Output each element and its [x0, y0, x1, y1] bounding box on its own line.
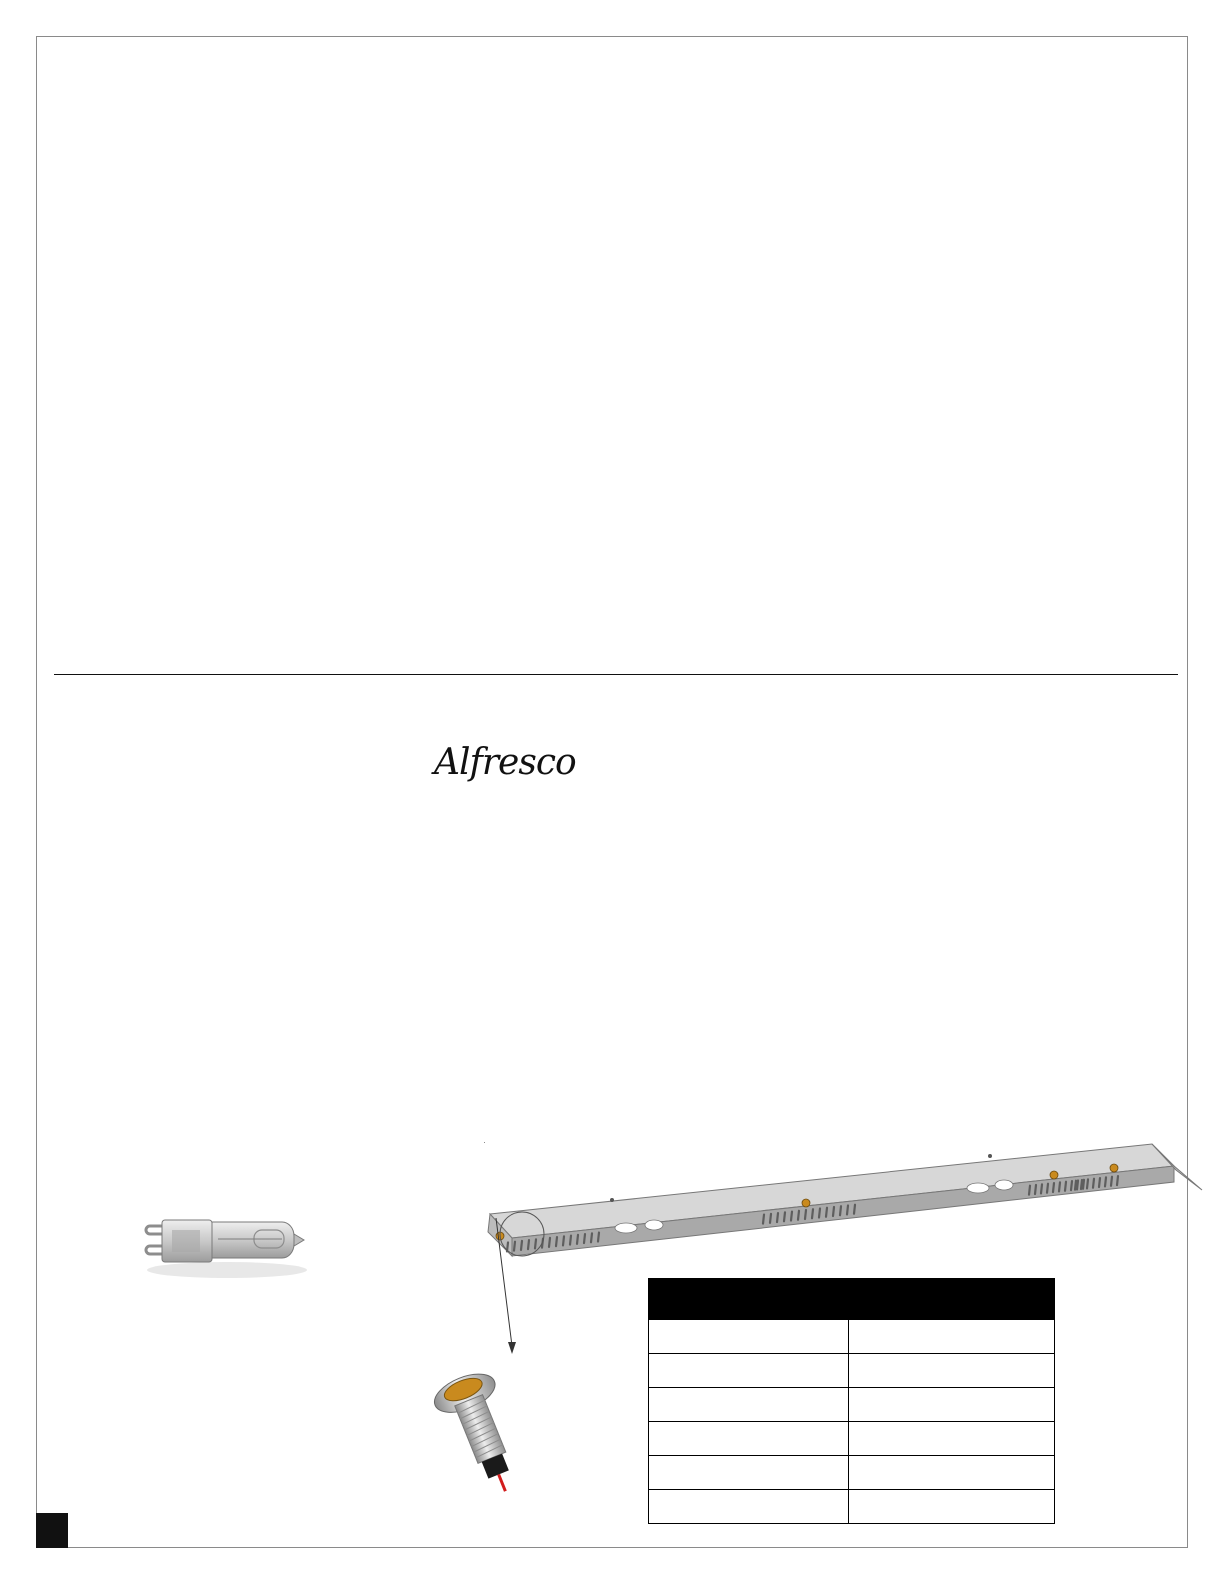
vent-slot — [584, 1234, 585, 1243]
table-cell — [849, 1388, 1055, 1422]
vent-slot — [812, 1209, 813, 1218]
vent-slot — [1029, 1186, 1030, 1195]
vent-slot — [1111, 1177, 1112, 1186]
vent-slot — [1041, 1184, 1042, 1193]
table-cell — [649, 1490, 849, 1524]
table-cell — [649, 1320, 849, 1354]
vent-slot — [805, 1210, 806, 1219]
table-cell — [849, 1354, 1055, 1388]
table-header-cell — [849, 1279, 1055, 1320]
vent-slot — [833, 1207, 834, 1216]
section-divider — [54, 674, 1178, 675]
vent-slot — [791, 1212, 792, 1221]
vent-slot — [1075, 1181, 1076, 1190]
vent-slot — [854, 1205, 855, 1214]
vent-slot — [1105, 1177, 1106, 1186]
table-header-row — [649, 1279, 1055, 1320]
alfresco-logo: Alfresco — [434, 742, 576, 783]
vent-slot — [1035, 1185, 1036, 1194]
table-row — [649, 1422, 1055, 1456]
page-number-tab — [36, 1513, 68, 1548]
vent-slot — [840, 1206, 841, 1215]
table-cell — [649, 1422, 849, 1456]
vent-slot — [1083, 1180, 1084, 1189]
vent-slot — [1047, 1184, 1048, 1193]
table-cell — [849, 1490, 1055, 1524]
light-strip-bracket-icon — [484, 1142, 1208, 1270]
table-row — [649, 1490, 1055, 1524]
detail-leader-arrow — [488, 1208, 568, 1358]
table-row — [649, 1354, 1055, 1388]
vent-slot — [1081, 1180, 1082, 1189]
table-cell — [849, 1456, 1055, 1490]
vent-slot — [577, 1235, 578, 1244]
table-row — [649, 1388, 1055, 1422]
vent-slot — [1065, 1182, 1066, 1191]
vent-slot — [777, 1213, 778, 1222]
vent-slot — [1093, 1179, 1094, 1188]
spec-table — [648, 1278, 1055, 1524]
table-cell — [649, 1388, 849, 1422]
vent-slot — [1053, 1183, 1054, 1192]
vent-slot — [591, 1233, 592, 1242]
table-header-cell — [649, 1279, 849, 1320]
vent-slot — [798, 1211, 799, 1220]
vent-slot — [1071, 1181, 1072, 1190]
table-row — [649, 1320, 1055, 1354]
vent-slot — [1099, 1178, 1100, 1187]
vent-slot — [763, 1215, 764, 1224]
halogen-bulb-icon — [132, 1208, 318, 1282]
vent-slot — [847, 1205, 848, 1214]
vent-slot — [826, 1208, 827, 1217]
table-cell — [649, 1456, 849, 1490]
vent-slot — [1117, 1176, 1118, 1185]
vent-slot — [598, 1233, 599, 1242]
table-cell — [849, 1422, 1055, 1456]
vent-slot — [570, 1236, 571, 1245]
table-row — [649, 1456, 1055, 1490]
vent-slot — [1087, 1179, 1088, 1188]
vent-slot — [770, 1214, 771, 1223]
vent-slot — [819, 1209, 820, 1218]
table-cell — [649, 1354, 849, 1388]
table-cell — [849, 1320, 1055, 1354]
vent-slot — [1059, 1182, 1060, 1191]
vent-slot — [1077, 1180, 1078, 1189]
vent-slot — [784, 1212, 785, 1221]
indicator-lamp-icon — [432, 1364, 550, 1504]
